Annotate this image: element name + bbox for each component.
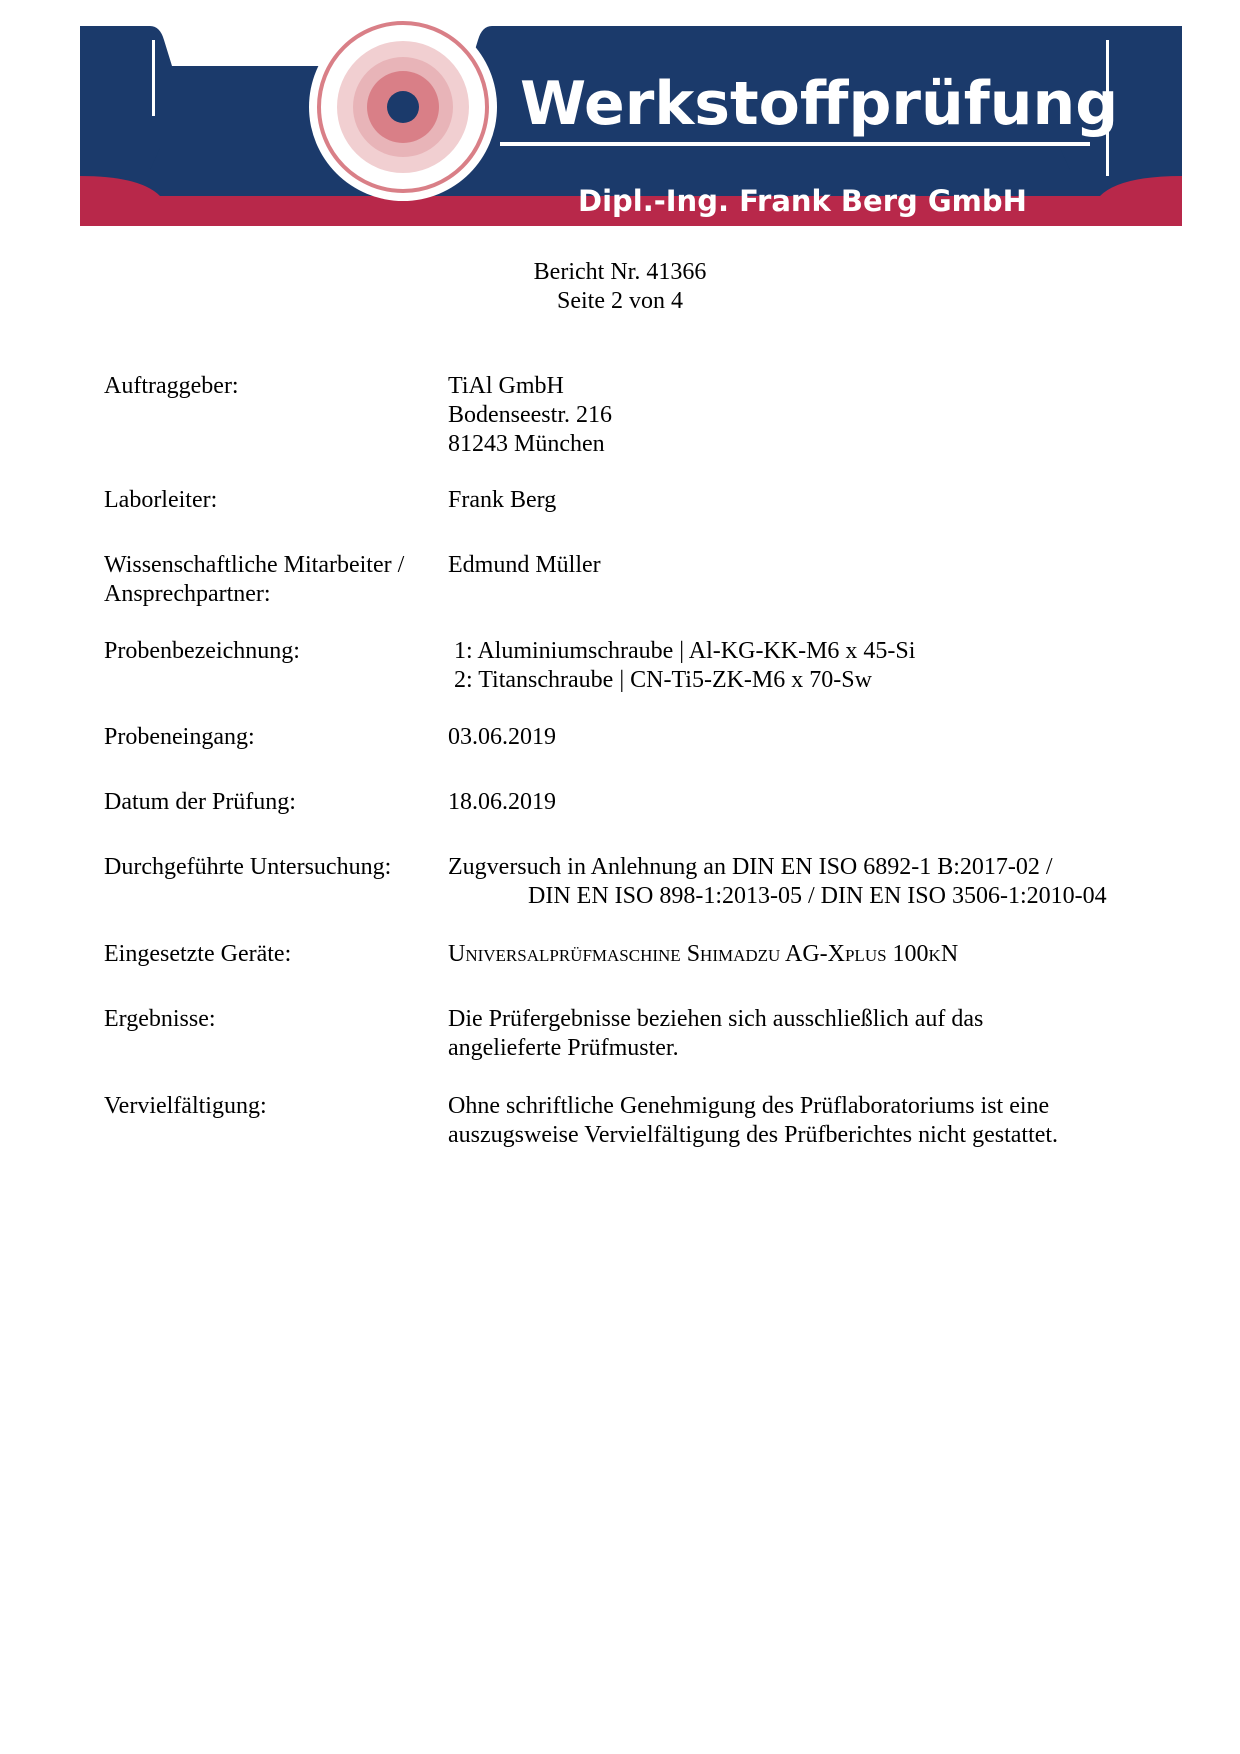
investigation-line-2: DIN EN ISO 898-1:2013-05 / DIN EN ISO 3506-1:2010-04 [528,883,1107,909]
company-banner [0,0,1240,240]
client-street: Bodenseestr. 216 [448,402,612,428]
reproduction-line-2: auszugsweise Vervielfältigung des Prüfberichtes nicht gestattet. [448,1122,1059,1148]
banner-title: Werkstoffprüfung [520,69,1119,139]
field-value: 18.06.2019 [448,789,556,815]
field-value: Frank Berg [448,487,557,513]
report-number: Bericht Nr. 41366 [533,259,707,285]
field-label: Probenbezeichnung: [104,638,300,664]
field-label: Durchgeführte Untersuchung: [104,854,392,880]
field-value: Universalprüfmaschine Shimadzu AG-Xplus 100kN [448,941,959,967]
field-label: Ergebnisse: [104,1006,216,1032]
banner-line-left [152,40,155,116]
report-header [0,258,1240,316]
field-label: Auftraggeber: [104,373,239,399]
results-line-2: angelieferte Prüfmuster. [448,1035,679,1061]
field-value [448,853,1148,911]
field-label: Wissenschaftliche Mitarbeiter / Ansprechpartner: [104,552,405,607]
field-value [448,637,1148,695]
field-label: Eingesetzte Geräte: [104,941,292,967]
field-label: Datum der Prüfung: [104,789,296,815]
target-logo-icon [309,13,497,201]
client-name: TiAl GmbH [448,373,564,399]
sample-1: 1: Aluminiumschraube | Al-KG-KK-M6 x 45-Si [454,638,916,664]
banner-separator [500,142,1090,146]
field-value [448,372,1148,459]
investigation-line-1: Zugversuch in Anlehnung an DIN EN ISO 6892-1 B:2017-02 / [448,854,1053,880]
field-value [448,1005,1148,1063]
field-value: 03.06.2019 [448,724,556,750]
results-line-1: Die Prüfergebnisse beziehen sich ausschließlich auf das [448,1006,984,1032]
field-label: Vervielfältigung: [104,1093,267,1119]
page-number: Seite 2 von 4 [557,288,683,314]
banner-subtitle: Dipl.-Ing. Frank Berg GmbH [578,184,1027,218]
sample-2: 2: Titanschraube | CN-Ti5-ZK-M6 x 70-Sw [454,667,872,693]
reproduction-line-1: Ohne schriftliche Genehmigung des Prüflaboratoriums ist eine [448,1093,1050,1119]
field-value: Edmund Müller [448,552,601,578]
client-city: 81243 München [448,431,605,457]
banner-graphic [0,0,1240,240]
field-label: Laborleiter: [104,487,218,513]
field-label: Probeneingang: [104,724,255,750]
field-value [448,1092,1148,1150]
